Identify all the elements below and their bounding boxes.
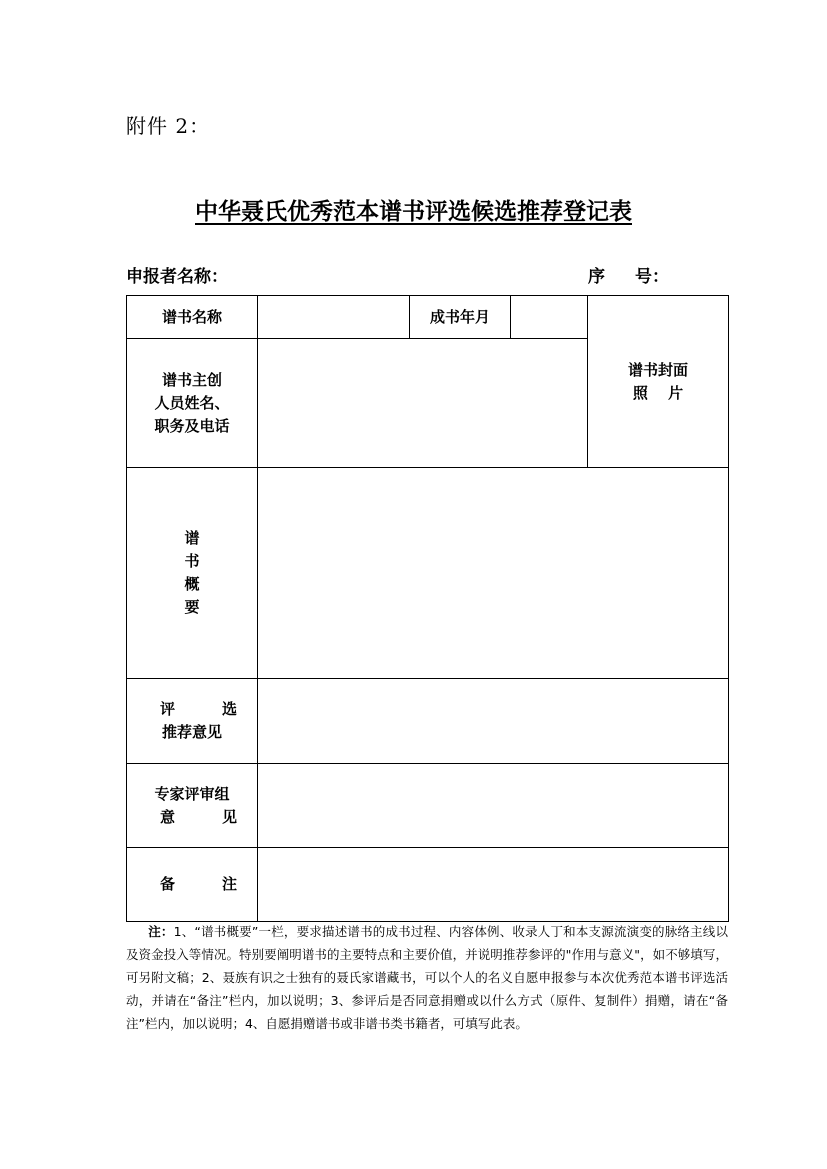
creator-info-field[interactable] [258,339,588,468]
creator-info-label [127,339,258,468]
summary-char-2: 书 [184,552,200,570]
selection-opinion-label [127,679,258,764]
remarks-char-a: 备 [160,875,176,893]
cover-photo-label-1: 谱书封面 [627,360,688,379]
remarks-label [127,848,258,922]
summary-label [127,468,258,679]
serial-number-label [588,262,669,287]
footnote-text: 1、“谱书概要”一栏，要求描述谱书的成书过程、内容体例、收录人丁和本支源流演变的脉络主线以及资金投入等情况。特别要阐明谱书的主要特点和主要价值，并说明推荐参评的"作用与意义"，如不够填写，可另附文稿；2、聂族有识之士独有的聂氏家谱藏书，可以个人的名义自愿申报参与本次优秀范本谱书评选活动，并请在“备注”栏内，加以说明；3、参评后是否同意捐赠或以什么方式（原件、复制件）捐赠，请在“备注”栏内，加以说明；4、自愿捐赠谱书或非谱书类书籍者，可填写此表。 [126,924,728,1031]
form-title [0,193,827,226]
selection-opinion-line-1 [127,698,257,721]
summary-char-1: 谱 [184,529,200,547]
attachment-label: 附件 2： [126,114,211,138]
remarks-line [127,873,257,896]
book-name-field[interactable] [258,296,410,339]
cover-photo-cell[interactable] [588,296,729,468]
book-name-label: 谱书名称 [127,296,258,339]
creator-info-line-2: 人员姓名、 [154,393,230,412]
selection-opinion-char-b: 选 [221,700,237,718]
expert-opinion-line-2 [127,806,257,829]
selection-opinion-line-2: 推荐意见 [161,723,222,741]
remarks-char-b: 注 [221,875,237,893]
form-title-text: 中华聂氏优秀范本谱书评选候选推荐登记表 [195,199,632,225]
serial-label-part1: 序 [588,267,605,287]
expert-opinion-char-a: 意 [160,807,176,826]
remarks-field[interactable] [258,848,729,922]
completion-date-field[interactable] [511,296,588,339]
summary-char-3: 概 [184,575,200,593]
expert-opinion-label [127,764,258,848]
registration-form-table [126,295,729,922]
selection-opinion-field[interactable] [258,679,729,764]
applicant-name-label: 申报者名称： [126,267,228,287]
expert-opinion-char-b: 见 [221,807,237,826]
creator-info-line-1: 谱书主创 [161,370,222,389]
footnote-label: 注： [148,924,174,939]
summary-char-4: 要 [184,598,200,616]
cover-photo-label-2: 照 片 [632,383,684,402]
serial-label-part2: 号： [635,267,669,287]
completion-date-label: 成书年月 [410,296,511,339]
expert-opinion-line-1: 专家评审组 [154,784,230,803]
summary-field[interactable] [258,468,729,679]
creator-info-line-3: 职务及电话 [154,416,230,435]
footnote [126,920,728,1035]
selection-opinion-char-a: 评 [160,700,176,718]
expert-opinion-field[interactable] [258,764,729,848]
